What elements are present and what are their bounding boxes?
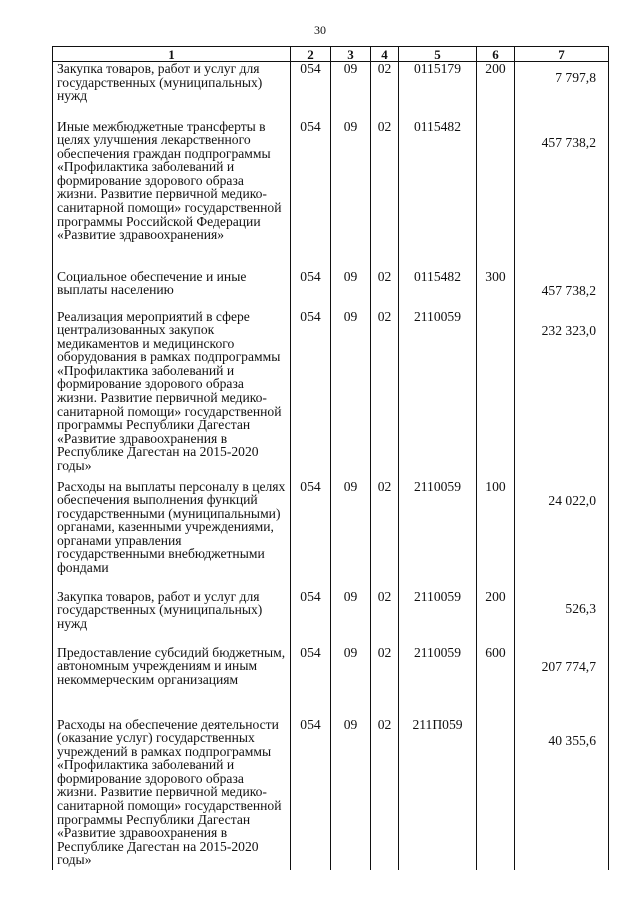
cell-section: 09	[331, 646, 371, 718]
cell-expense-type	[477, 120, 515, 270]
cell-subsection: 02	[371, 718, 399, 870]
cell-ministry-code: 054	[291, 270, 331, 310]
cell-section: 09	[331, 120, 371, 270]
cell-target-article: 2110059	[399, 590, 477, 646]
cell-section: 09	[331, 590, 371, 646]
cell-expense-type: 100	[477, 480, 515, 590]
column-header: 7	[515, 47, 609, 62]
cell-ministry-code: 054	[291, 480, 331, 590]
row-name: Реализация мероприятий в сфере централизованных закупок медикаментов и медицинского оборудования в рамках подпрограммы «Профилактика заболеваний и формирование здорового образа жизни. Развитие первичной медико-санитарной помощи» государственной программы Республики Дагестан «Развитие здравоохранения в Республике Дагестан на 2015-2020 годы»	[53, 310, 291, 480]
row-name: Расходы на выплаты персоналу в целях обеспечения выполнения функций государственными (муниципальными) органами, казенными учреждениями, органами управления государственными внебюджетными фондами	[53, 480, 291, 590]
row-name: Закупка товаров, работ и услуг для государственных (муниципальных) нужд	[53, 590, 291, 646]
table-header-row	[53, 47, 609, 62]
cell-amount: 7 797,8	[515, 62, 609, 120]
cell-expense-type: 600	[477, 646, 515, 718]
page-number: 30	[314, 23, 326, 37]
table-row	[53, 480, 609, 590]
cell-ministry-code: 054	[291, 718, 331, 870]
table-row	[53, 310, 609, 480]
cell-section: 09	[331, 62, 371, 120]
cell-amount: 526,3	[515, 590, 609, 646]
column-header: 6	[477, 47, 515, 62]
cell-ministry-code: 054	[291, 310, 331, 480]
table-row	[53, 120, 609, 270]
cell-expense-type: 300	[477, 270, 515, 310]
table-row	[53, 270, 609, 310]
cell-section: 09	[331, 270, 371, 310]
cell-subsection: 02	[371, 646, 399, 718]
cell-target-article: 2110059	[399, 310, 477, 480]
cell-ministry-code: 054	[291, 590, 331, 646]
cell-section: 09	[331, 310, 371, 480]
cell-amount: 207 774,7	[515, 646, 609, 718]
table-row	[53, 62, 609, 120]
column-header: 3	[331, 47, 371, 62]
table-row	[53, 590, 609, 646]
cell-ministry-code: 054	[291, 646, 331, 718]
column-header: 5	[399, 47, 477, 62]
cell-subsection: 02	[371, 480, 399, 590]
cell-expense-type: 200	[477, 62, 515, 120]
table-row	[53, 646, 609, 718]
cell-section: 09	[331, 718, 371, 870]
cell-expense-type: 200	[477, 590, 515, 646]
cell-amount: 232 323,0	[515, 310, 609, 480]
cell-amount: 457 738,2	[515, 120, 609, 270]
cell-amount: 24 022,0	[515, 480, 609, 590]
cell-expense-type	[477, 718, 515, 870]
cell-subsection: 02	[371, 270, 399, 310]
column-header: 4	[371, 47, 399, 62]
cell-subsection: 02	[371, 62, 399, 120]
column-header: 1	[53, 47, 291, 62]
cell-section: 09	[331, 480, 371, 590]
cell-target-article: 0115482	[399, 270, 477, 310]
cell-ministry-code: 054	[291, 62, 331, 120]
cell-target-article: 2110059	[399, 646, 477, 718]
column-header: 2	[291, 47, 331, 62]
cell-target-article: 2110059	[399, 480, 477, 590]
row-name: Расходы на обеспечение деятельности (оказание услуг) государственных учреждений в рамках подпрограммы «Профилактика заболеваний и формирование здорового образа жизни. Развитие первичной медико-санитарной помощи» государственной программы Республики Дагестан «Развитие здравоохранения в Республике Дагестан на 2015-2020 годы»	[53, 718, 291, 870]
cell-target-article: 211П059	[399, 718, 477, 870]
cell-target-article: 0115179	[399, 62, 477, 120]
row-name: Предоставление субсидий бюджетным, автономным учреждениям и иным некоммерческим организациям	[53, 646, 291, 718]
cell-subsection: 02	[371, 590, 399, 646]
row-name: Социальное обеспечение и иные выплаты населению	[53, 270, 291, 310]
row-name: Иные межбюджетные трансферты в целях улучшения лекарственного обеспечения граждан подпрограммы «Профилактика заболеваний и формирование здорового образа жизни. Развитие первичной медико-санитарной помощи» государственной программы Российской Федерации «Развитие здравоохранения»	[53, 120, 291, 270]
table-row	[53, 718, 609, 870]
budget-table	[52, 46, 609, 870]
cell-amount: 40 355,6	[515, 718, 609, 870]
row-name: Закупка товаров, работ и услуг для государственных (муниципальных) нужд	[53, 62, 291, 120]
cell-target-article: 0115482	[399, 120, 477, 270]
cell-amount: 457 738,2	[515, 270, 609, 310]
cell-subsection: 02	[371, 310, 399, 480]
cell-subsection: 02	[371, 120, 399, 270]
cell-expense-type	[477, 310, 515, 480]
cell-ministry-code: 054	[291, 120, 331, 270]
